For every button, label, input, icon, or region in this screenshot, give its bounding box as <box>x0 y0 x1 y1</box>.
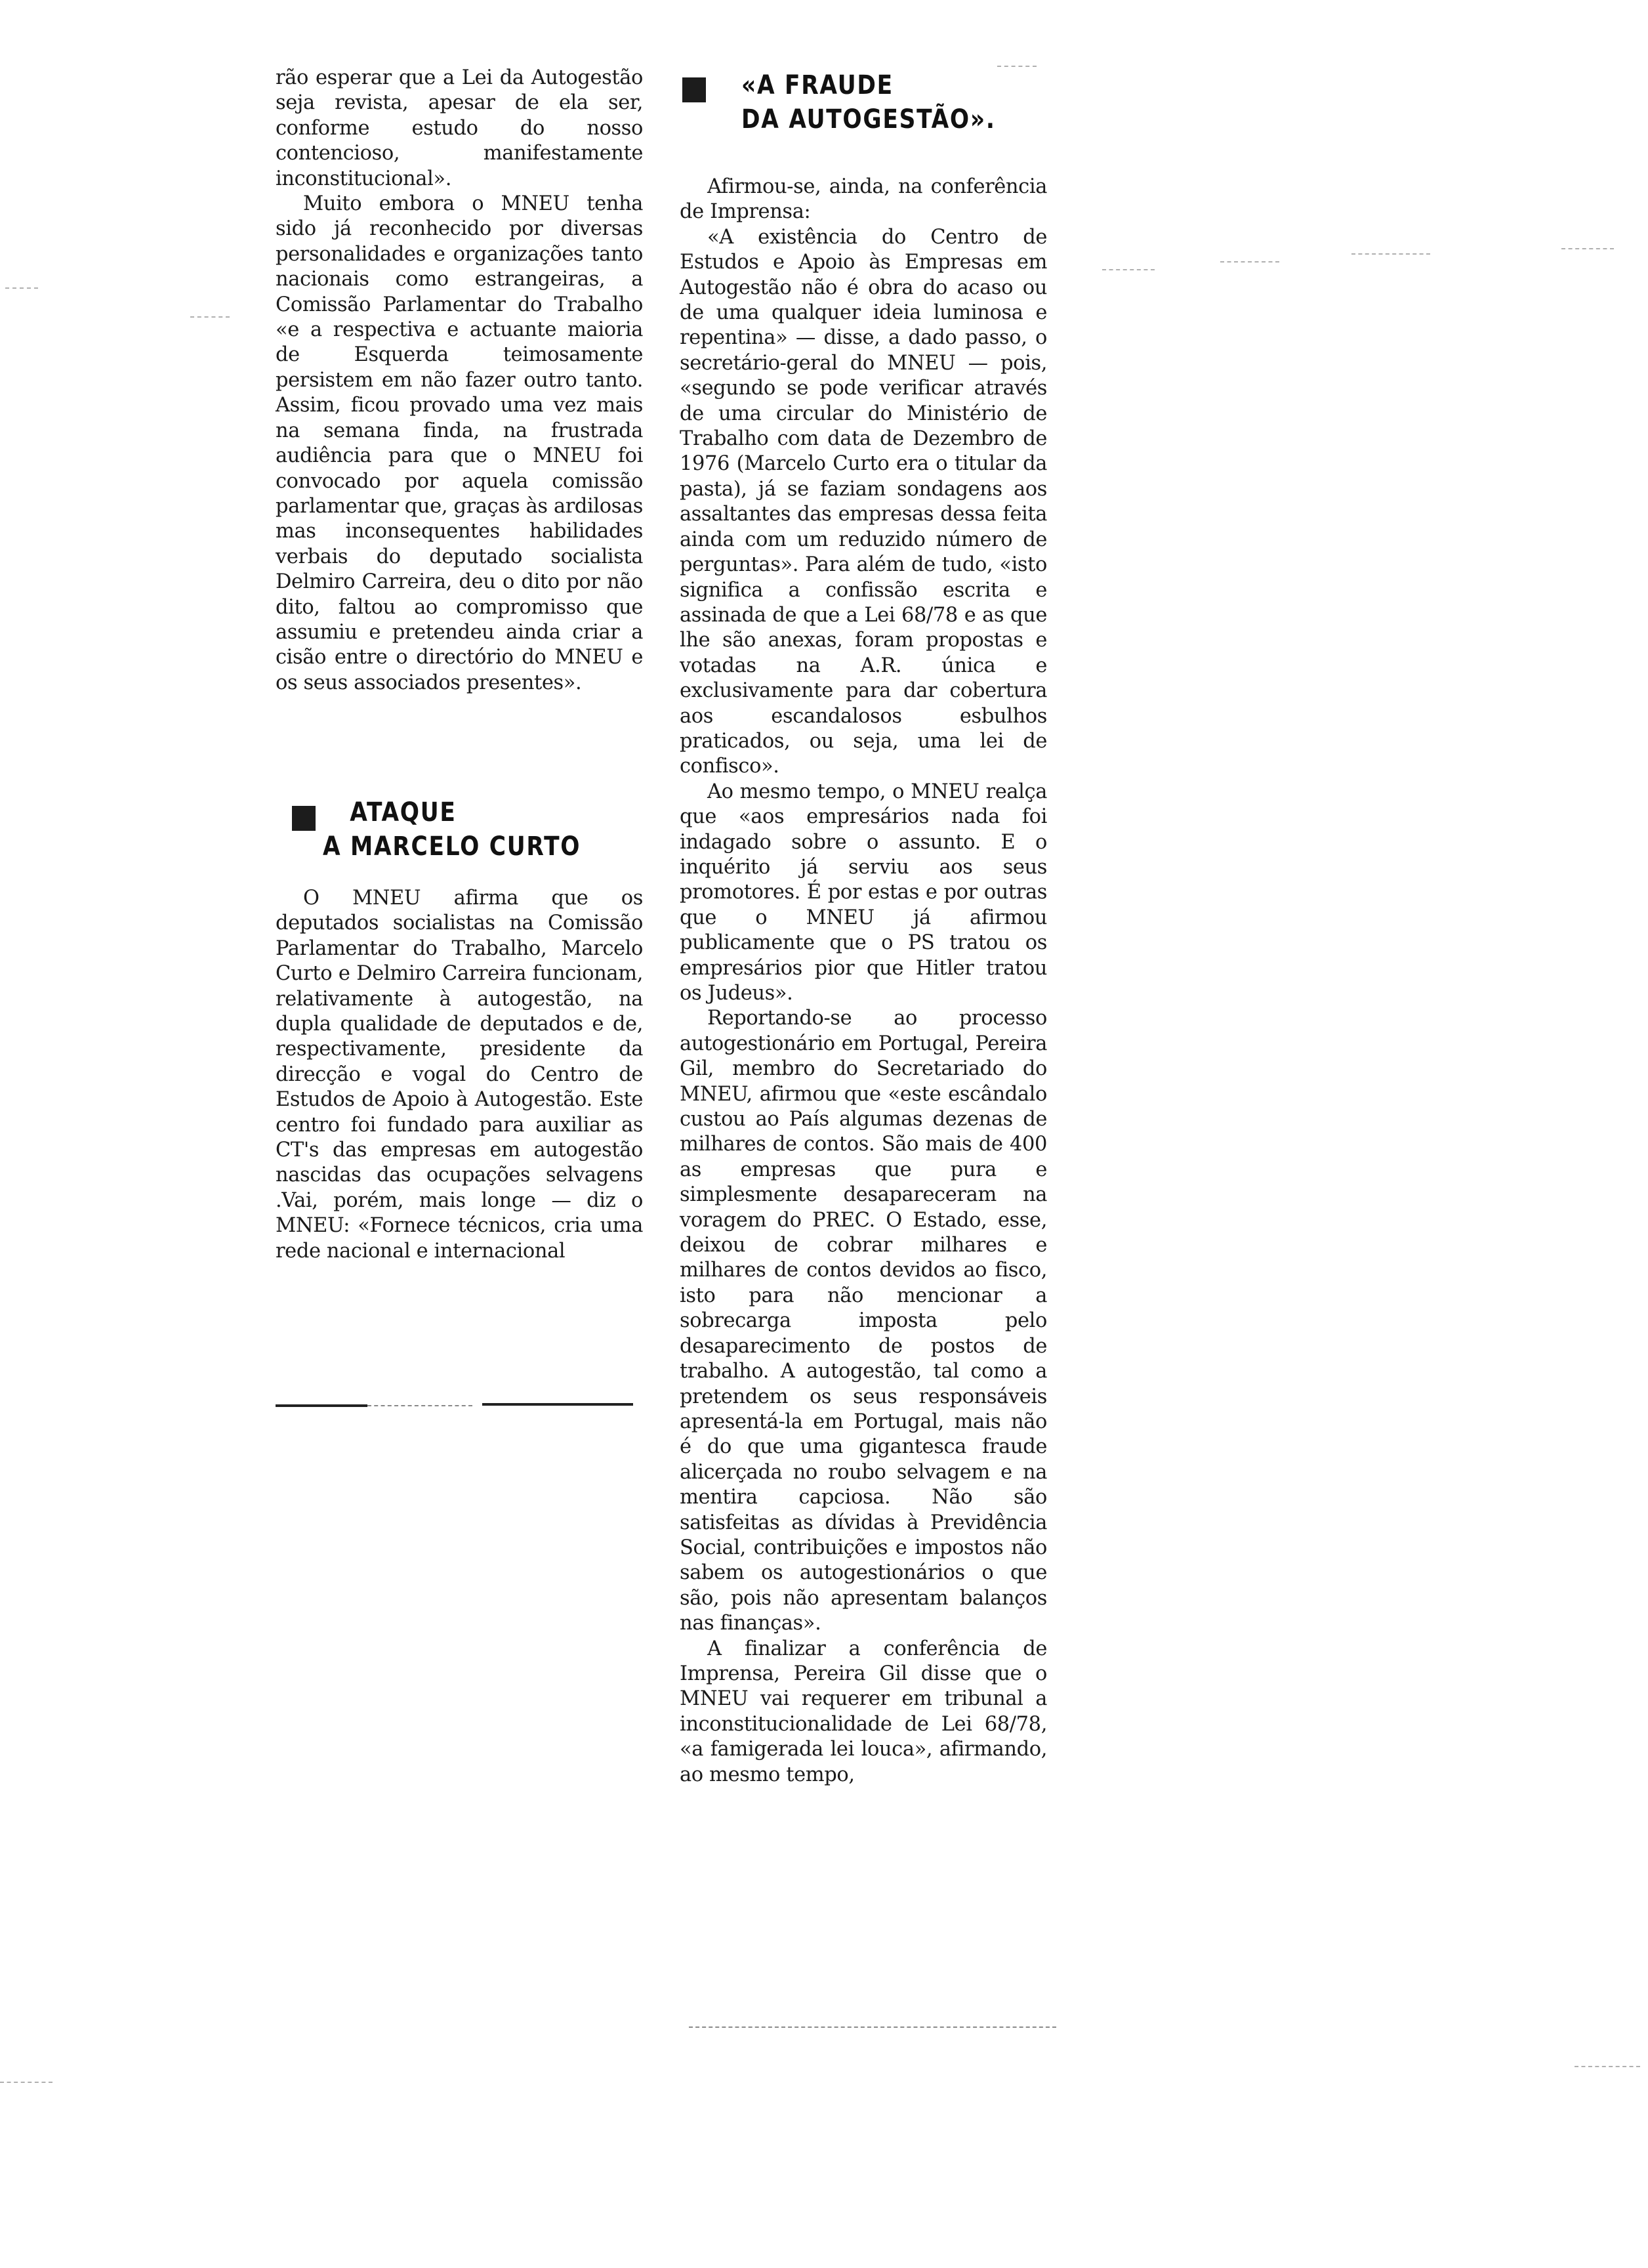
heading-ataque <box>323 795 581 864</box>
scan-speck <box>0 2082 52 2083</box>
paragraph: «A existência do Centro de Estudos e Apoio às Empresas em Autogestão não é obra do acaso ou de uma qualquer ideia luminosa e repentina» — disse, a dado passo, o secretário-geral do MNEU — pois, «segundo se pode verificar através de uma circular do Ministério de Trabalho com data de Dezembro de 1976 (Marcelo Curto era o titular da pasta), já se faziam sondagens aos assaltantes das empresas dessa feita ainda com um reduzido número de perguntas». Para além de tudo, «isto significa a confissão escrita e assinada de que a Lei 68/78 e as que lhe são anexas, foram propostas e votadas na A.R. única e exclusivamente para dar cobertura aos escandalosos esbulhos praticados, ou seja, uma lei de confisco». <box>680 225 1047 778</box>
paragraph: O MNEU afirma que os deputados socialistas na Comissão Parlamentar do Trabalho, Marcelo Curto e Delmiro Carreira funcionam, relativamente à autogestão, na dupla qualidade de deputados e de, respectivamente, presidente da direcção e vogal do Centro de Estudos de Apoio à Autogestão. Este centro foi fundado para auxiliar as CT's das empresas em autogestão nascidas das ocupações selvagens .Vai, porém, mais longe — diz o MNEU: «Fornece técnicos, cria uma rede nacional e internacional <box>276 887 643 1263</box>
left-column <box>276 66 643 696</box>
bottom-rule <box>689 2026 1056 2028</box>
heading-line: DA AUTOGESTÃO». <box>741 104 996 135</box>
section-marker-icon <box>682 77 706 102</box>
scan-speck <box>1575 2066 1640 2067</box>
right-column <box>680 175 1047 1788</box>
section-marker-icon <box>292 806 316 831</box>
paragraph: rão esperar que a Lei da Autogestão seja revista, apesar de ela ser, conforme estudo do nosso contencioso, manifestamente inconstitucional». <box>276 66 643 190</box>
paragraph: Reportando-se ao processo autogestionário em Portugal, Pereira Gil, membro do Secretariado do MNEU, afirmou que «este escândalo custou ao País algumas dezenas de milhares de contos. São mais de 400 as empresas que pura e simplesmente desapareceram na voragem do PREC. O Estado, esse, deixou de cobrar milhares e milhares de contos devidos ao fisco, isto para não mencionar a sobrecarga imposta pelo desaparecimento de postos de trabalho. A autogestão, tal como a pretendem os seus responsáveis apresentá-la em Portugal, mais não é do que uma gigantesca fraude alicerçada no roubo selvagem e na mentira capciosa. Não são satisfeitas as dívidas à Previdência Social, contribuições e impostos não sabem os autogestionários o que são, pois não apresentam balanços nas finanças». <box>680 1007 1047 1635</box>
scan-speck <box>997 66 1037 67</box>
paragraph: Muito embora o MNEU tenha sido já reconhecido por diversas personalidades e organizações tanto nacionais como estrangeiras, a Comissão Parlamentar do Trabalho «e a respectiva e actuante maioria de Esquerda teimosamente persistem em não fazer outro tanto. Assim, ficou provado uma vez mais na semana finda, na frustrada audiência para que o MNEU foi convocado por aquela comissão parlamentar que, graças às ardilosas mas inconsequentes habilidades verbais do deputado socialista Delmiro Carreira, deu o dito por não dito, faltou ao compromisso que assumiu e pretendeu ainda criar a cisão entre o directório do MNEU e os seus associados presentes». <box>276 192 643 694</box>
heading-fraude <box>741 68 996 136</box>
paragraph: A finalizar a conferência de Imprensa, Pereira Gil disse que o MNEU vai requerer em tribunal a inconstitucionalidade de Lei 68/78, «a famigerada lei louca», afirmando, ao mesmo tempo, <box>680 1637 1047 1786</box>
ataque-section <box>276 886 643 1264</box>
heading-line: «A FRAUDE <box>741 70 894 100</box>
scan-speck <box>5 287 38 289</box>
heading-line: A MARCELO CURTO <box>323 831 581 862</box>
scan-speck <box>1351 253 1430 255</box>
scan-speck <box>1220 261 1279 262</box>
scan-speck <box>1561 248 1614 249</box>
end-rule <box>482 1403 633 1406</box>
end-rule-dashed <box>367 1405 472 1406</box>
end-rule <box>276 1404 367 1407</box>
paragraph: Ao mesmo tempo, o MNEU realça que «aos empresários nada foi indagado sobre o assunto. E o inquérito já serviu aos seus promotores. É por estas e por outras que o MNEU já afirmou publicamente que o PS tratou os empresários pior que Hitler tratou os Judeus». <box>680 780 1047 1005</box>
scan-speck <box>190 316 230 318</box>
paragraph: Afirmou-se, ainda, na conferência de Imprensa: <box>680 175 1047 224</box>
scan-speck <box>1102 269 1155 270</box>
heading-line: ATAQUE <box>350 797 457 828</box>
